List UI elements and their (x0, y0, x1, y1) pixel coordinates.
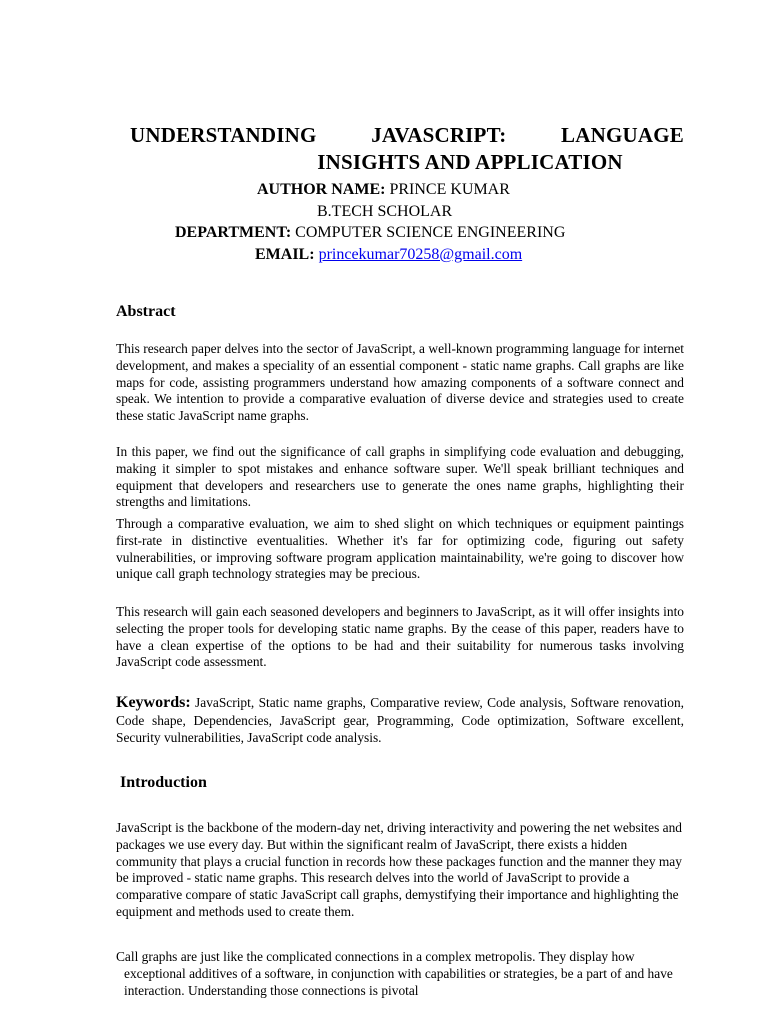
abstract-paragraph: This research will gain each seasoned developers and beginners to JavaScript, as it will offer insights into selecting the proper tools for developing static name graphs. By the cease of this paper, readers have to have a clean expertise of the options to be had and their suitability for numerous tasks involving JavaScript code assessment. (116, 604, 684, 670)
email-link[interactable]: princekumar70258@gmail.com (318, 246, 523, 263)
author-label: AUTHOR NAME: (257, 181, 386, 198)
introduction-heading: Introduction (120, 774, 207, 791)
author-role: B.TECH SCHOLAR (317, 203, 453, 220)
title-word: LANGUAGE (561, 123, 684, 147)
keywords-text: JavaScript, Static name graphs, Comparative review, Code analysis, Software renovation, Code shape, Dependencies, JavaScript gear, Programming, Code optimization, Software excellent, Security vulnerabilities, JavaScript code analysis. (116, 695, 684, 745)
author-name: PRINCE KUMAR (389, 181, 510, 198)
email-line (255, 245, 522, 265)
abstract-paragraph: In this paper, we find out the significance of call graphs in simplifying code evaluation and debugging, making it simpler to spot mistakes and enhance software super. We'll speak brilliant techniques and equipment that developers and researchers use to generate the ones name graphs, highlighting their strengths and limitations. (116, 444, 684, 510)
title-word: JAVASCRIPT: (371, 123, 507, 147)
email-label: EMAIL: (255, 246, 315, 263)
title-line-1 (130, 122, 684, 149)
title-word: UNDERSTANDING (130, 123, 317, 147)
abstract-paragraph: This research paper delves into the sector of JavaScript, a well-known programming language for internet development, and makes a speciality of an essential component - static name graphs. Call graphs are like maps for code, assisting programmers understand how amazing components of a software connect and speak. We intention to provide a comparative evaluation of diverse device and strategies used to create these static JavaScript name graphs. (116, 341, 684, 424)
introduction-paragraph: JavaScript is the backbone of the modern-day net, driving interactivity and powering the net websites and packages we use every day. But within the significant realm of JavaScript, there exists a hidden community that plays a crucial function in records how these packages function and the manner they may be improved - static name graphs. This research delves into the world of JavaScript to provide a comparative compare of static JavaScript call graphs, demystifying their importance and highlighting the equipment and methods used to create them. (116, 820, 682, 919)
introduction-paragraph: Call graphs are just like the complicated connections in a complex metropolis. They display how exceptional additives of a software, in conjunction with capabilities or strategies, be a part of and have interaction. Understanding those connections is pivotal (116, 949, 673, 998)
title-line-2: INSIGHTS AND APPLICATION (317, 150, 623, 174)
author-line (257, 180, 510, 200)
paper-title (130, 122, 684, 176)
abstract-paragraph: Through a comparative evaluation, we aim to shed slight on which techniques or equipment paintings first-rate in distinctive eventualities. Whether it's far for optimizing code, figuring out safety vulnerabilities, or improving software program application maintainability, we're going to discover how unique call graph technology strategies may be precious. (116, 516, 684, 582)
department-name: COMPUTER SCIENCE ENGINEERING (295, 224, 566, 241)
department-label: DEPARTMENT: (175, 224, 292, 241)
keywords-label: Keywords: (116, 694, 191, 711)
department-line (175, 223, 565, 243)
abstract-heading: Abstract (116, 303, 176, 320)
keywords-block (116, 694, 684, 747)
